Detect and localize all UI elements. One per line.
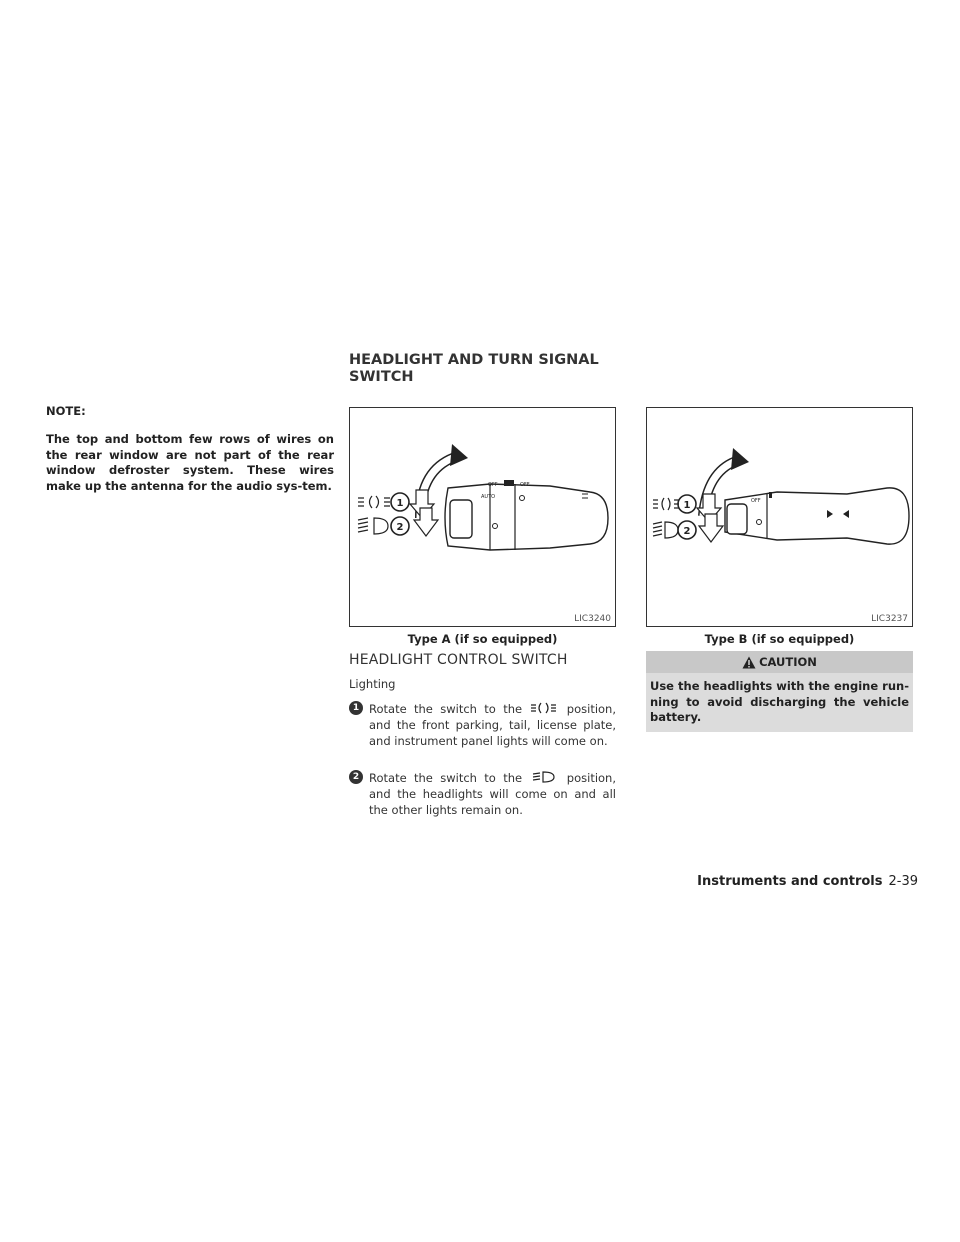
off-label-b: OFF xyxy=(751,498,761,504)
headlight-icon xyxy=(529,771,559,783)
lighting-label: Lighting xyxy=(349,677,396,691)
figure-caption-type-a: Type A (if so equipped) xyxy=(407,632,558,646)
caution-header xyxy=(646,651,913,673)
figure-number-1: 1 xyxy=(396,498,404,509)
page-number: 2-39 xyxy=(888,874,918,889)
figure-b-number-2: 2 xyxy=(683,526,691,537)
figure-code: LIC3240 xyxy=(574,614,611,624)
step-text-before: Rotate the switch to the xyxy=(369,771,523,785)
footer-section: Instruments and controls xyxy=(697,874,883,889)
page-footer xyxy=(697,874,918,889)
headlight-switch-type-b-illustration xyxy=(647,408,912,626)
note-title: NOTE: xyxy=(46,404,86,418)
caution-box xyxy=(646,651,913,732)
caution-body: Use the headlights with the engine run-ning to avoid discharging the vehicle battery. xyxy=(650,679,909,724)
figure-type-b xyxy=(646,407,913,627)
figure-caption-type-b: Type B (if so equipped) xyxy=(704,632,855,646)
headlight-symbol xyxy=(358,518,388,534)
caution-title: CAUTION xyxy=(759,655,817,669)
note-body: The top and bottom few rows of wires on the rear window are not part of the rear window defroster system. These wires make up the antenna for the audio sys-tem. xyxy=(46,432,334,493)
off-label-1: OFF xyxy=(488,482,498,488)
note-block xyxy=(46,404,334,494)
figure-type-a xyxy=(349,407,616,627)
step-2 xyxy=(349,770,616,818)
step-text-after: position, and the front parking, tail, license plate, and instrument panel lights will come on. xyxy=(369,702,617,748)
figure-number-2: 2 xyxy=(396,522,404,533)
headlight-switch-type-a-illustration xyxy=(350,408,615,626)
subheading: HEADLIGHT CONTROL SWITCH xyxy=(349,652,568,668)
headlight-symbol-b xyxy=(653,522,678,538)
warning-triangle-icon xyxy=(742,656,756,669)
figure-b-number-1: 1 xyxy=(683,500,691,511)
step-number: 1 xyxy=(349,701,363,715)
auto-label: AUTO xyxy=(481,494,496,500)
parking-light-icon xyxy=(529,702,559,714)
parking-light-symbol xyxy=(358,496,390,508)
section-heading: HEADLIGHT AND TURN SIGNAL SWITCH xyxy=(349,352,599,385)
step-text-before: Rotate the switch to the xyxy=(369,702,523,716)
step-number: 2 xyxy=(349,770,363,784)
step-text-after: position, and the headlights will come on and all the other lights remain on. xyxy=(369,771,617,817)
parking-light-symbol-b xyxy=(653,498,679,510)
figure-code: LIC3237 xyxy=(871,614,908,624)
step-1 xyxy=(349,701,616,749)
off-label-2: OFF xyxy=(520,482,530,488)
